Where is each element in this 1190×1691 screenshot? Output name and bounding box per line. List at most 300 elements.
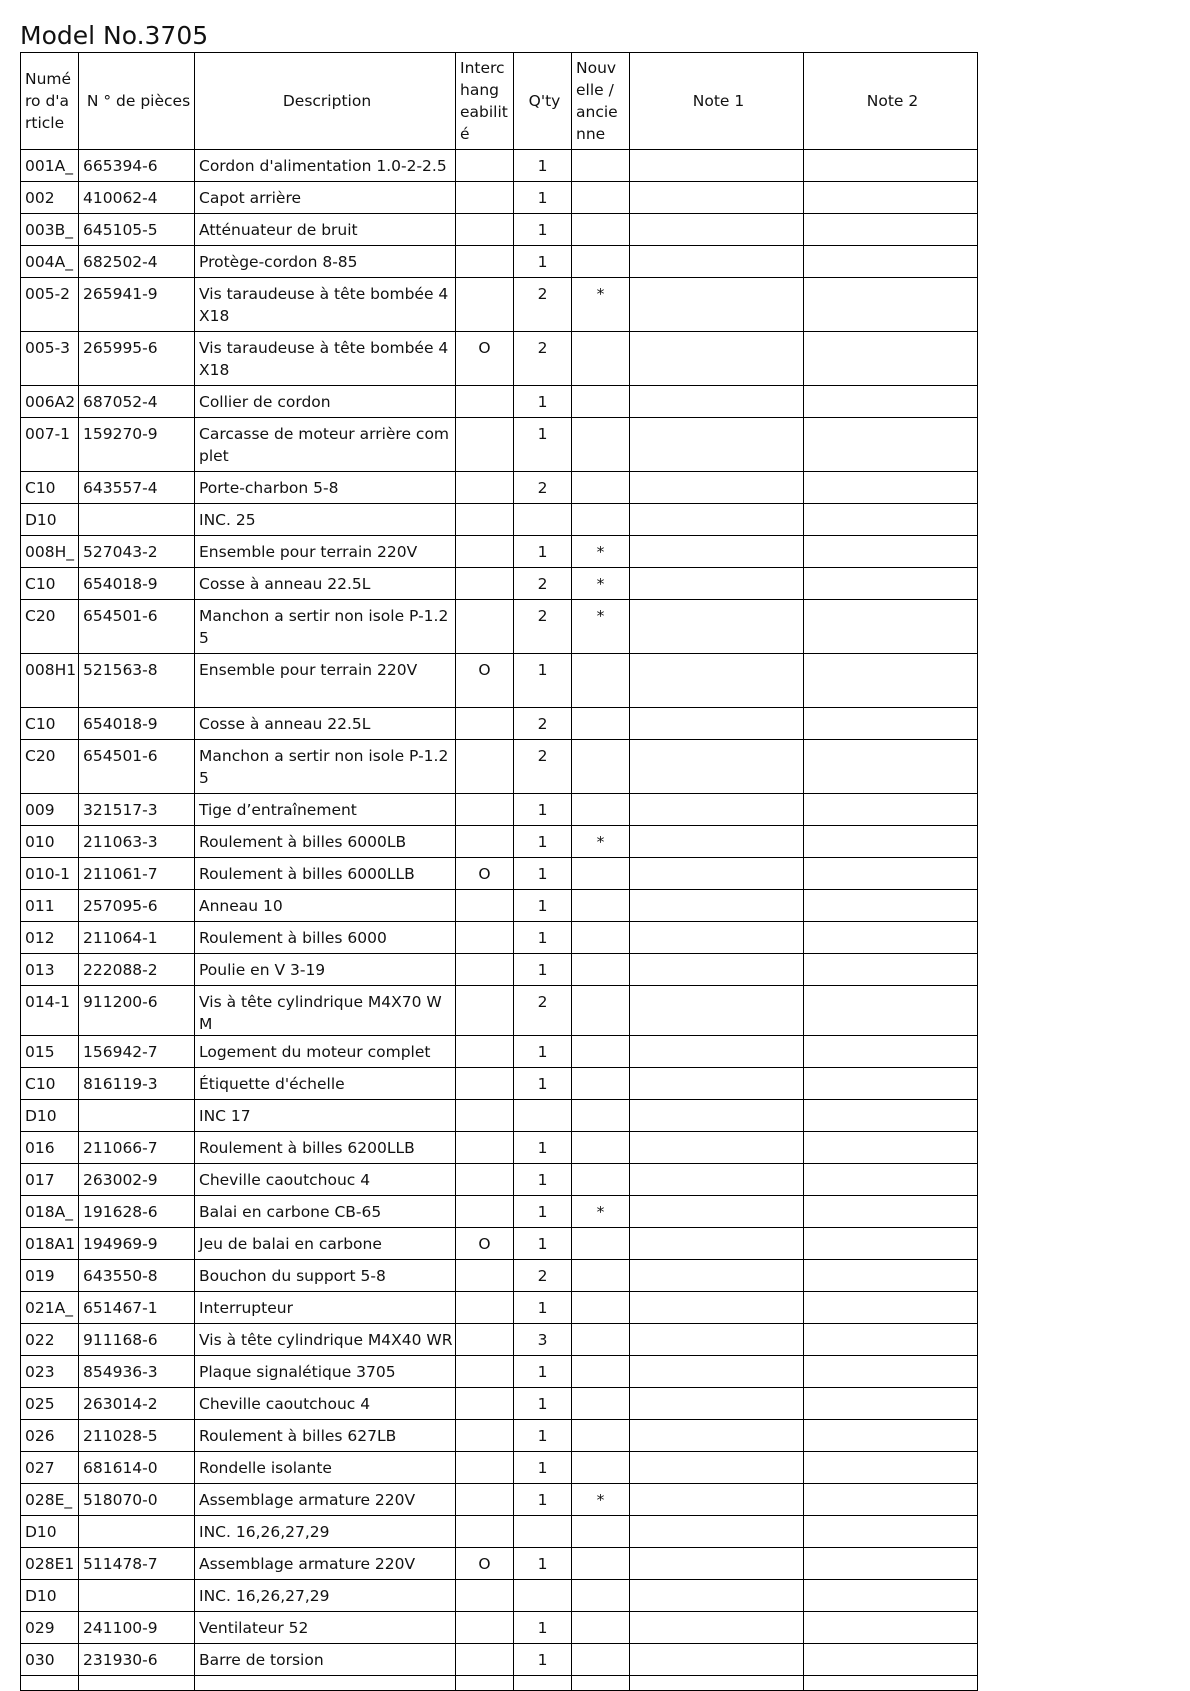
cell-note-2 bbox=[804, 1228, 978, 1260]
cell-note-1 bbox=[630, 246, 804, 278]
cell-interchangeability bbox=[456, 1612, 514, 1644]
cell-interchangeability bbox=[456, 1516, 514, 1548]
cell-note-1 bbox=[630, 708, 804, 740]
cell-note-2 bbox=[804, 1388, 978, 1420]
cell-part-number: 156942-7 bbox=[79, 1036, 195, 1068]
cell-note-2 bbox=[804, 1580, 978, 1612]
cell-quantity: 1 bbox=[514, 418, 572, 472]
header-note-2: Note 2 bbox=[804, 53, 978, 150]
cell-part-number: 191628-6 bbox=[79, 1196, 195, 1228]
cell-note-2 bbox=[804, 1260, 978, 1292]
cell-empty bbox=[572, 1676, 630, 1691]
cell-new-old bbox=[572, 858, 630, 890]
cell-note-2 bbox=[804, 1164, 978, 1196]
cell-note-2 bbox=[804, 1292, 978, 1324]
table-row bbox=[21, 954, 978, 986]
cell-note-2 bbox=[804, 1420, 978, 1452]
cell-description: Étiquette d'échelle bbox=[195, 1068, 456, 1100]
cell-note-2 bbox=[804, 1068, 978, 1100]
cell-interchangeability bbox=[456, 1356, 514, 1388]
cell-item-number: 029 bbox=[21, 1612, 79, 1644]
cell-description: Roulement à billes 6200LLB bbox=[195, 1132, 456, 1164]
table-row bbox=[21, 1324, 978, 1356]
cell-new-old bbox=[572, 472, 630, 504]
cell-note-2 bbox=[804, 386, 978, 418]
cell-note-2 bbox=[804, 182, 978, 214]
cell-interchangeability bbox=[456, 1164, 514, 1196]
cell-new-old: * bbox=[572, 1196, 630, 1228]
cell-quantity: 2 bbox=[514, 278, 572, 332]
table-row bbox=[21, 654, 978, 708]
cell-interchangeability: O bbox=[456, 1228, 514, 1260]
cell-part-number: 265995-6 bbox=[79, 332, 195, 386]
table-row bbox=[21, 1100, 978, 1132]
cell-part-number bbox=[79, 1516, 195, 1548]
cell-quantity: 1 bbox=[514, 654, 572, 708]
table-row bbox=[21, 1196, 978, 1228]
cell-part-number: 911200-6 bbox=[79, 986, 195, 1036]
cell-item-number: 019 bbox=[21, 1260, 79, 1292]
cell-quantity: 1 bbox=[514, 1452, 572, 1484]
table-row bbox=[21, 1548, 978, 1580]
table-row-cutoff bbox=[21, 1676, 978, 1691]
cell-interchangeability bbox=[456, 1100, 514, 1132]
cell-part-number: 854936-3 bbox=[79, 1356, 195, 1388]
cell-part-number: 263014-2 bbox=[79, 1388, 195, 1420]
cell-note-2 bbox=[804, 150, 978, 182]
cell-note-2 bbox=[804, 794, 978, 826]
cell-quantity: 1 bbox=[514, 1644, 572, 1676]
cell-description: Manchon a sertir non isole P-1.25 bbox=[195, 600, 456, 654]
cell-note-2 bbox=[804, 1452, 978, 1484]
table-body bbox=[21, 150, 978, 1691]
cell-interchangeability bbox=[456, 1452, 514, 1484]
cell-item-number: 002 bbox=[21, 182, 79, 214]
cell-new-old: * bbox=[572, 600, 630, 654]
cell-interchangeability bbox=[456, 794, 514, 826]
cell-item-number: C10 bbox=[21, 568, 79, 600]
cell-interchangeability bbox=[456, 418, 514, 472]
cell-quantity: 1 bbox=[514, 890, 572, 922]
cell-new-old bbox=[572, 1516, 630, 1548]
cell-description: INC. 16,26,27,29 bbox=[195, 1580, 456, 1612]
table-row bbox=[21, 504, 978, 536]
cell-part-number: 159270-9 bbox=[79, 418, 195, 472]
cell-note-1 bbox=[630, 858, 804, 890]
cell-quantity: 1 bbox=[514, 858, 572, 890]
cell-part-number: 654018-9 bbox=[79, 708, 195, 740]
cell-new-old bbox=[572, 922, 630, 954]
cell-description: Assemblage armature 220V bbox=[195, 1548, 456, 1580]
table-row bbox=[21, 472, 978, 504]
cell-quantity: 1 bbox=[514, 1164, 572, 1196]
table-row bbox=[21, 214, 978, 246]
cell-part-number: 231930-6 bbox=[79, 1644, 195, 1676]
cell-note-2 bbox=[804, 1196, 978, 1228]
cell-note-2 bbox=[804, 600, 978, 654]
cell-new-old bbox=[572, 1356, 630, 1388]
cell-part-number: 643550-8 bbox=[79, 1260, 195, 1292]
cell-note-1 bbox=[630, 890, 804, 922]
cell-note-1 bbox=[630, 1260, 804, 1292]
cell-interchangeability bbox=[456, 182, 514, 214]
table-row bbox=[21, 536, 978, 568]
cell-note-2 bbox=[804, 954, 978, 986]
cell-interchangeability bbox=[456, 954, 514, 986]
cell-interchangeability bbox=[456, 214, 514, 246]
cell-new-old bbox=[572, 1036, 630, 1068]
table-row bbox=[21, 708, 978, 740]
cell-quantity: 2 bbox=[514, 740, 572, 794]
cell-description: Vis à tête cylindrique M4X70 WM bbox=[195, 986, 456, 1036]
cell-description: Jeu de balai en carbone bbox=[195, 1228, 456, 1260]
cell-new-old bbox=[572, 1260, 630, 1292]
table-row bbox=[21, 386, 978, 418]
cell-description: Poulie en V 3-19 bbox=[195, 954, 456, 986]
cell-quantity: 1 bbox=[514, 1132, 572, 1164]
cell-empty bbox=[456, 1676, 514, 1691]
cell-note-1 bbox=[630, 986, 804, 1036]
cell-note-1 bbox=[630, 1644, 804, 1676]
cell-part-number: 816119-3 bbox=[79, 1068, 195, 1100]
cell-quantity: 2 bbox=[514, 568, 572, 600]
cell-note-1 bbox=[630, 1484, 804, 1516]
cell-item-number: D10 bbox=[21, 1100, 79, 1132]
table-row bbox=[21, 1132, 978, 1164]
cell-interchangeability: O bbox=[456, 1548, 514, 1580]
cell-description: Vis à tête cylindrique M4X40 WR bbox=[195, 1324, 456, 1356]
cell-part-number: 511478-7 bbox=[79, 1548, 195, 1580]
cell-interchangeability bbox=[456, 246, 514, 278]
cell-item-number: 018A1 bbox=[21, 1228, 79, 1260]
cell-description: Balai en carbone CB-65 bbox=[195, 1196, 456, 1228]
cell-note-1 bbox=[630, 1324, 804, 1356]
cell-description: Roulement à billes 6000 bbox=[195, 922, 456, 954]
cell-description: Cosse à anneau 22.5L bbox=[195, 708, 456, 740]
cell-interchangeability bbox=[456, 986, 514, 1036]
cell-note-1 bbox=[630, 1516, 804, 1548]
cell-quantity: 1 bbox=[514, 826, 572, 858]
cell-note-1 bbox=[630, 182, 804, 214]
cell-part-number: 211064-1 bbox=[79, 922, 195, 954]
cell-note-2 bbox=[804, 1548, 978, 1580]
cell-quantity: 1 bbox=[514, 386, 572, 418]
cell-quantity: 2 bbox=[514, 600, 572, 654]
cell-quantity: 3 bbox=[514, 1324, 572, 1356]
cell-description: Collier de cordon bbox=[195, 386, 456, 418]
cell-interchangeability bbox=[456, 1420, 514, 1452]
cell-item-number: 017 bbox=[21, 1164, 79, 1196]
cell-description: INC. 16,26,27,29 bbox=[195, 1516, 456, 1548]
cell-note-2 bbox=[804, 214, 978, 246]
cell-note-1 bbox=[630, 332, 804, 386]
cell-new-old bbox=[572, 794, 630, 826]
cell-part-number: 665394-6 bbox=[79, 150, 195, 182]
cell-quantity: 1 bbox=[514, 1612, 572, 1644]
cell-quantity: 1 bbox=[514, 1356, 572, 1388]
cell-item-number: 025 bbox=[21, 1388, 79, 1420]
cell-new-old bbox=[572, 890, 630, 922]
cell-description: Ventilateur 52 bbox=[195, 1612, 456, 1644]
table-header-row bbox=[21, 53, 978, 150]
cell-item-number: 013 bbox=[21, 954, 79, 986]
cell-new-old bbox=[572, 1100, 630, 1132]
cell-note-2 bbox=[804, 708, 978, 740]
cell-new-old bbox=[572, 150, 630, 182]
table-row bbox=[21, 332, 978, 386]
cell-note-1 bbox=[630, 278, 804, 332]
cell-part-number: 222088-2 bbox=[79, 954, 195, 986]
cell-new-old bbox=[572, 1324, 630, 1356]
header-interchangeability: Interc hang eabilit é bbox=[456, 53, 514, 150]
cell-note-2 bbox=[804, 504, 978, 536]
cell-note-2 bbox=[804, 1100, 978, 1132]
cell-description: Interrupteur bbox=[195, 1292, 456, 1324]
cell-item-number: 009 bbox=[21, 794, 79, 826]
cell-item-number: 028E1 bbox=[21, 1548, 79, 1580]
cell-new-old bbox=[572, 1164, 630, 1196]
header-quantity: Q'ty bbox=[514, 53, 572, 150]
cell-new-old bbox=[572, 182, 630, 214]
cell-description: Capot arrière bbox=[195, 182, 456, 214]
cell-item-number: D10 bbox=[21, 1580, 79, 1612]
table-row bbox=[21, 1516, 978, 1548]
cell-item-number: C20 bbox=[21, 740, 79, 794]
table-row bbox=[21, 1580, 978, 1612]
table-row bbox=[21, 150, 978, 182]
cell-interchangeability bbox=[456, 1580, 514, 1612]
cell-item-number: C10 bbox=[21, 472, 79, 504]
cell-description: Porte-charbon 5-8 bbox=[195, 472, 456, 504]
cell-description: Manchon a sertir non isole P-1.25 bbox=[195, 740, 456, 794]
cell-item-number: 011 bbox=[21, 890, 79, 922]
cell-item-number: 030 bbox=[21, 1644, 79, 1676]
cell-description: Atténuateur de bruit bbox=[195, 214, 456, 246]
cell-empty bbox=[630, 1676, 804, 1691]
table-row bbox=[21, 1612, 978, 1644]
cell-description: Carcasse de moteur arrière complet bbox=[195, 418, 456, 472]
cell-item-number: 018A_ bbox=[21, 1196, 79, 1228]
cell-note-2 bbox=[804, 1036, 978, 1068]
table-row bbox=[21, 890, 978, 922]
cell-note-2 bbox=[804, 1612, 978, 1644]
cell-quantity: 2 bbox=[514, 332, 572, 386]
cell-new-old bbox=[572, 418, 630, 472]
cell-quantity: 1 bbox=[514, 922, 572, 954]
cell-new-old bbox=[572, 1452, 630, 1484]
cell-new-old bbox=[572, 1292, 630, 1324]
cell-quantity bbox=[514, 504, 572, 536]
cell-description: Roulement à billes 6000LB bbox=[195, 826, 456, 858]
cell-part-number: 211061-7 bbox=[79, 858, 195, 890]
cell-item-number: 015 bbox=[21, 1036, 79, 1068]
cell-part-number: 521563-8 bbox=[79, 654, 195, 708]
table-row bbox=[21, 740, 978, 794]
cell-item-number: 003B_ bbox=[21, 214, 79, 246]
cell-new-old bbox=[572, 246, 630, 278]
cell-item-number: C20 bbox=[21, 600, 79, 654]
cell-quantity: 1 bbox=[514, 1228, 572, 1260]
table-row bbox=[21, 858, 978, 890]
cell-empty bbox=[79, 1676, 195, 1691]
cell-note-1 bbox=[630, 794, 804, 826]
cell-description: INC. 25 bbox=[195, 504, 456, 536]
cell-note-1 bbox=[630, 1228, 804, 1260]
table-row bbox=[21, 278, 978, 332]
table-row bbox=[21, 1036, 978, 1068]
table-row bbox=[21, 1356, 978, 1388]
cell-interchangeability bbox=[456, 504, 514, 536]
cell-interchangeability bbox=[456, 1644, 514, 1676]
cell-note-1 bbox=[630, 504, 804, 536]
cell-interchangeability bbox=[456, 1132, 514, 1164]
cell-interchangeability bbox=[456, 740, 514, 794]
cell-interchangeability bbox=[456, 568, 514, 600]
cell-new-old bbox=[572, 1068, 630, 1100]
cell-new-old bbox=[572, 1548, 630, 1580]
cell-part-number: 643557-4 bbox=[79, 472, 195, 504]
cell-new-old bbox=[572, 332, 630, 386]
cell-item-number: 010 bbox=[21, 826, 79, 858]
cell-item-number: 001A_ bbox=[21, 150, 79, 182]
cell-quantity: 1 bbox=[514, 214, 572, 246]
table-row bbox=[21, 986, 978, 1036]
cell-interchangeability bbox=[456, 826, 514, 858]
cell-part-number bbox=[79, 504, 195, 536]
cell-part-number: 682502-4 bbox=[79, 246, 195, 278]
cell-quantity: 1 bbox=[514, 1068, 572, 1100]
cell-new-old: * bbox=[572, 1484, 630, 1516]
cell-description: Anneau 10 bbox=[195, 890, 456, 922]
table-row bbox=[21, 246, 978, 278]
table-row bbox=[21, 794, 978, 826]
cell-note-2 bbox=[804, 1324, 978, 1356]
table-row bbox=[21, 1292, 978, 1324]
cell-note-2 bbox=[804, 654, 978, 708]
cell-note-2 bbox=[804, 246, 978, 278]
cell-quantity: 1 bbox=[514, 1388, 572, 1420]
cell-new-old bbox=[572, 386, 630, 418]
cell-note-2 bbox=[804, 826, 978, 858]
cell-new-old: * bbox=[572, 826, 630, 858]
cell-note-1 bbox=[630, 1452, 804, 1484]
cell-note-2 bbox=[804, 1644, 978, 1676]
cell-note-1 bbox=[630, 1292, 804, 1324]
cell-interchangeability bbox=[456, 922, 514, 954]
table-row bbox=[21, 922, 978, 954]
cell-note-1 bbox=[630, 1612, 804, 1644]
cell-note-2 bbox=[804, 1484, 978, 1516]
cell-new-old bbox=[572, 708, 630, 740]
cell-quantity: 1 bbox=[514, 1036, 572, 1068]
cell-new-old bbox=[572, 1132, 630, 1164]
cell-description: INC 17 bbox=[195, 1100, 456, 1132]
cell-part-number: 257095-6 bbox=[79, 890, 195, 922]
cell-part-number: 194969-9 bbox=[79, 1228, 195, 1260]
cell-interchangeability bbox=[456, 1196, 514, 1228]
cell-description: Protège-cordon 8-85 bbox=[195, 246, 456, 278]
cell-new-old bbox=[572, 504, 630, 536]
cell-part-number: 527043-2 bbox=[79, 536, 195, 568]
cell-item-number: 023 bbox=[21, 1356, 79, 1388]
cell-note-1 bbox=[630, 536, 804, 568]
cell-interchangeability bbox=[456, 386, 514, 418]
table-row bbox=[21, 1164, 978, 1196]
cell-empty bbox=[21, 1676, 79, 1691]
cell-interchangeability bbox=[456, 1292, 514, 1324]
cell-note-1 bbox=[630, 150, 804, 182]
cell-quantity bbox=[514, 1516, 572, 1548]
table-row bbox=[21, 600, 978, 654]
cell-empty bbox=[804, 1676, 978, 1691]
cell-quantity: 1 bbox=[514, 1292, 572, 1324]
cell-quantity: 1 bbox=[514, 1484, 572, 1516]
table-row bbox=[21, 1420, 978, 1452]
cell-note-1 bbox=[630, 922, 804, 954]
cell-item-number: 028E_ bbox=[21, 1484, 79, 1516]
cell-new-old bbox=[572, 654, 630, 708]
cell-interchangeability bbox=[456, 150, 514, 182]
cell-note-2 bbox=[804, 890, 978, 922]
cell-part-number bbox=[79, 1100, 195, 1132]
cell-interchangeability bbox=[456, 1324, 514, 1356]
cell-item-number: 008H1 bbox=[21, 654, 79, 708]
cell-item-number: 012 bbox=[21, 922, 79, 954]
cell-interchangeability: O bbox=[456, 858, 514, 890]
cell-note-1 bbox=[630, 472, 804, 504]
cell-interchangeability bbox=[456, 536, 514, 568]
cell-interchangeability bbox=[456, 1260, 514, 1292]
cell-part-number: 321517-3 bbox=[79, 794, 195, 826]
cell-interchangeability bbox=[456, 1484, 514, 1516]
cell-note-1 bbox=[630, 600, 804, 654]
cell-item-number: C10 bbox=[21, 1068, 79, 1100]
cell-new-old bbox=[572, 954, 630, 986]
cell-note-2 bbox=[804, 332, 978, 386]
cell-new-old bbox=[572, 1228, 630, 1260]
cell-part-number: 211066-7 bbox=[79, 1132, 195, 1164]
parts-table bbox=[20, 52, 978, 1691]
cell-note-1 bbox=[630, 1548, 804, 1580]
cell-item-number: 007-1 bbox=[21, 418, 79, 472]
cell-interchangeability bbox=[456, 600, 514, 654]
page-title: Model No.3705 bbox=[20, 21, 209, 50]
cell-part-number: 410062-4 bbox=[79, 182, 195, 214]
cell-part-number: 211028-5 bbox=[79, 1420, 195, 1452]
cell-part-number: 265941-9 bbox=[79, 278, 195, 332]
cell-note-1 bbox=[630, 418, 804, 472]
cell-item-number: 016 bbox=[21, 1132, 79, 1164]
cell-note-1 bbox=[630, 568, 804, 600]
cell-new-old: * bbox=[572, 536, 630, 568]
cell-description: Vis taraudeuse à tête bombée 4X18 bbox=[195, 332, 456, 386]
cell-quantity: 1 bbox=[514, 1548, 572, 1580]
cell-note-1 bbox=[630, 1036, 804, 1068]
cell-item-number: 005-3 bbox=[21, 332, 79, 386]
cell-note-2 bbox=[804, 922, 978, 954]
header-item-number: Numé ro d'a rticle bbox=[21, 53, 79, 150]
cell-note-1 bbox=[630, 826, 804, 858]
cell-description: Cosse à anneau 22.5L bbox=[195, 568, 456, 600]
cell-note-1 bbox=[630, 1420, 804, 1452]
table-row bbox=[21, 1260, 978, 1292]
cell-interchangeability bbox=[456, 1036, 514, 1068]
cell-note-1 bbox=[630, 214, 804, 246]
cell-new-old: * bbox=[572, 568, 630, 600]
cell-note-1 bbox=[630, 1100, 804, 1132]
cell-description: Tige d’entraînement bbox=[195, 794, 456, 826]
cell-description: Vis taraudeuse à tête bombée 4X18 bbox=[195, 278, 456, 332]
